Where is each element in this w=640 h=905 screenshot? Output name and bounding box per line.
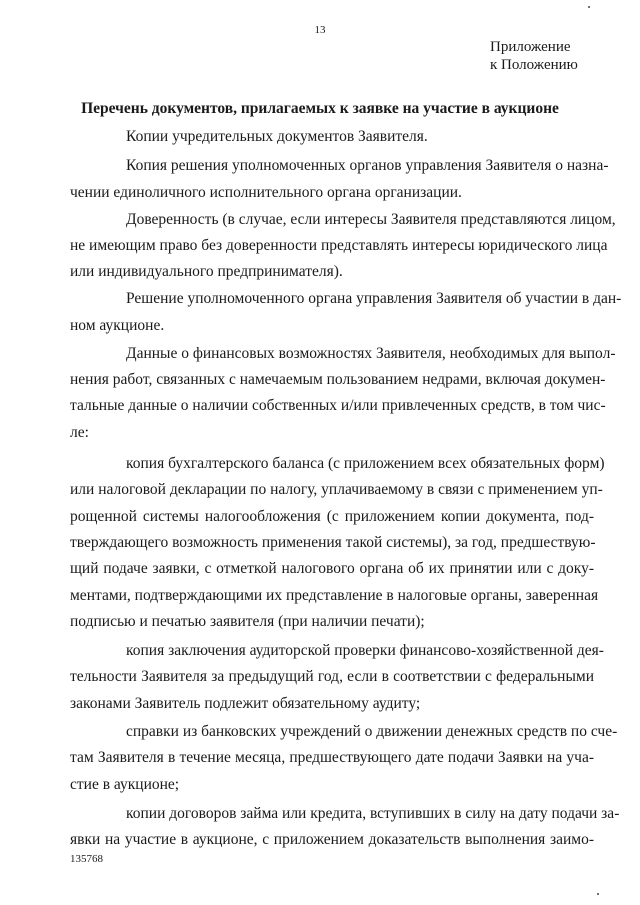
text-line: тверждающего возможность применения такой системы), за год, предшествую-: [70, 534, 596, 551]
appendix-label: [490, 38, 620, 74]
text-line: ном аукционе.: [70, 317, 165, 334]
text-line: справки из банковских учреждений о движении денежных средств по сче-: [126, 723, 618, 740]
text-line: нения работ, связанных с намечаемым пользованием недрами, включая докумен-: [70, 371, 606, 388]
text-line: Копии учредительных документов Заявителя.: [126, 128, 428, 145]
text-line: или индивидуального предпринимателя).: [70, 263, 343, 280]
text-line: щий подаче заявки, с отметкой налогового органа об их принятии или с доку-: [70, 560, 594, 577]
document-title: Перечень документов, прилагаемых к заявке на участие в аукционе: [81, 100, 559, 117]
text-line: тельности Заявителя за предыдущий год, если в соответствии с федеральными: [70, 668, 594, 685]
text-line: ментами, подтверждающими их представление в налоговые органы, заверенная: [70, 587, 599, 604]
text-line: Данные о финансовых возможностях Заявителя, необходимых для выпол-: [126, 345, 616, 362]
text-line: там Заявителя в течение месяца, предшествующего дате подачи Заявки на уча-: [70, 749, 594, 766]
text-line: рощенной системы налогообложения (с приложением копии документа, под-: [70, 508, 594, 525]
appendix-line-2: к Положению: [490, 57, 578, 73]
text-line: Решение уполномоченного органа управления Заявителя об участии в дан-: [126, 290, 622, 307]
scan-dot: [597, 893, 599, 895]
page-number: 13: [314, 24, 326, 36]
text-line: ле:: [70, 424, 89, 441]
text-line: Доверенность (в случае, если интересы Заявителя представляются лицом,: [126, 211, 616, 228]
text-line: копия заключения аудиторской проверки финансово-хозяйственной дея-: [126, 642, 604, 659]
text-line: Копия решения уполномоченных органов управления Заявителя о назна-: [126, 157, 609, 174]
text-line: копии договоров займа или кредита, вступивших в силу на дату подачи за-: [126, 805, 620, 822]
text-line: стие в аукционе;: [70, 776, 180, 793]
appendix-line-1: Приложение: [490, 39, 571, 55]
text-line: тальные данные о наличии собственных и/или привлеченных средств, в том чис-: [70, 397, 606, 414]
text-line: законами Заявитель подлежит обязательному аудиту;: [70, 695, 421, 712]
text-line: подписью и печатью заявителя (при наличии печати);: [70, 613, 425, 630]
text-line: или налоговой декларации по налогу, уплачиваемому в связи с применением уп-: [70, 481, 603, 498]
text-line: явки на участие в аукционе, с приложением доказательств выполнения заимо-: [70, 831, 594, 848]
text-line: не имеющим право без доверенности представлять интересы юридического лица: [70, 237, 608, 254]
scan-dot: [588, 6, 590, 8]
text-line: копия бухгалтерского баланса (с приложением всех обязательных форм): [126, 455, 605, 472]
document-code: 135768: [70, 853, 103, 865]
text-line: чении единоличного исполнительного органа организации.: [70, 184, 462, 201]
